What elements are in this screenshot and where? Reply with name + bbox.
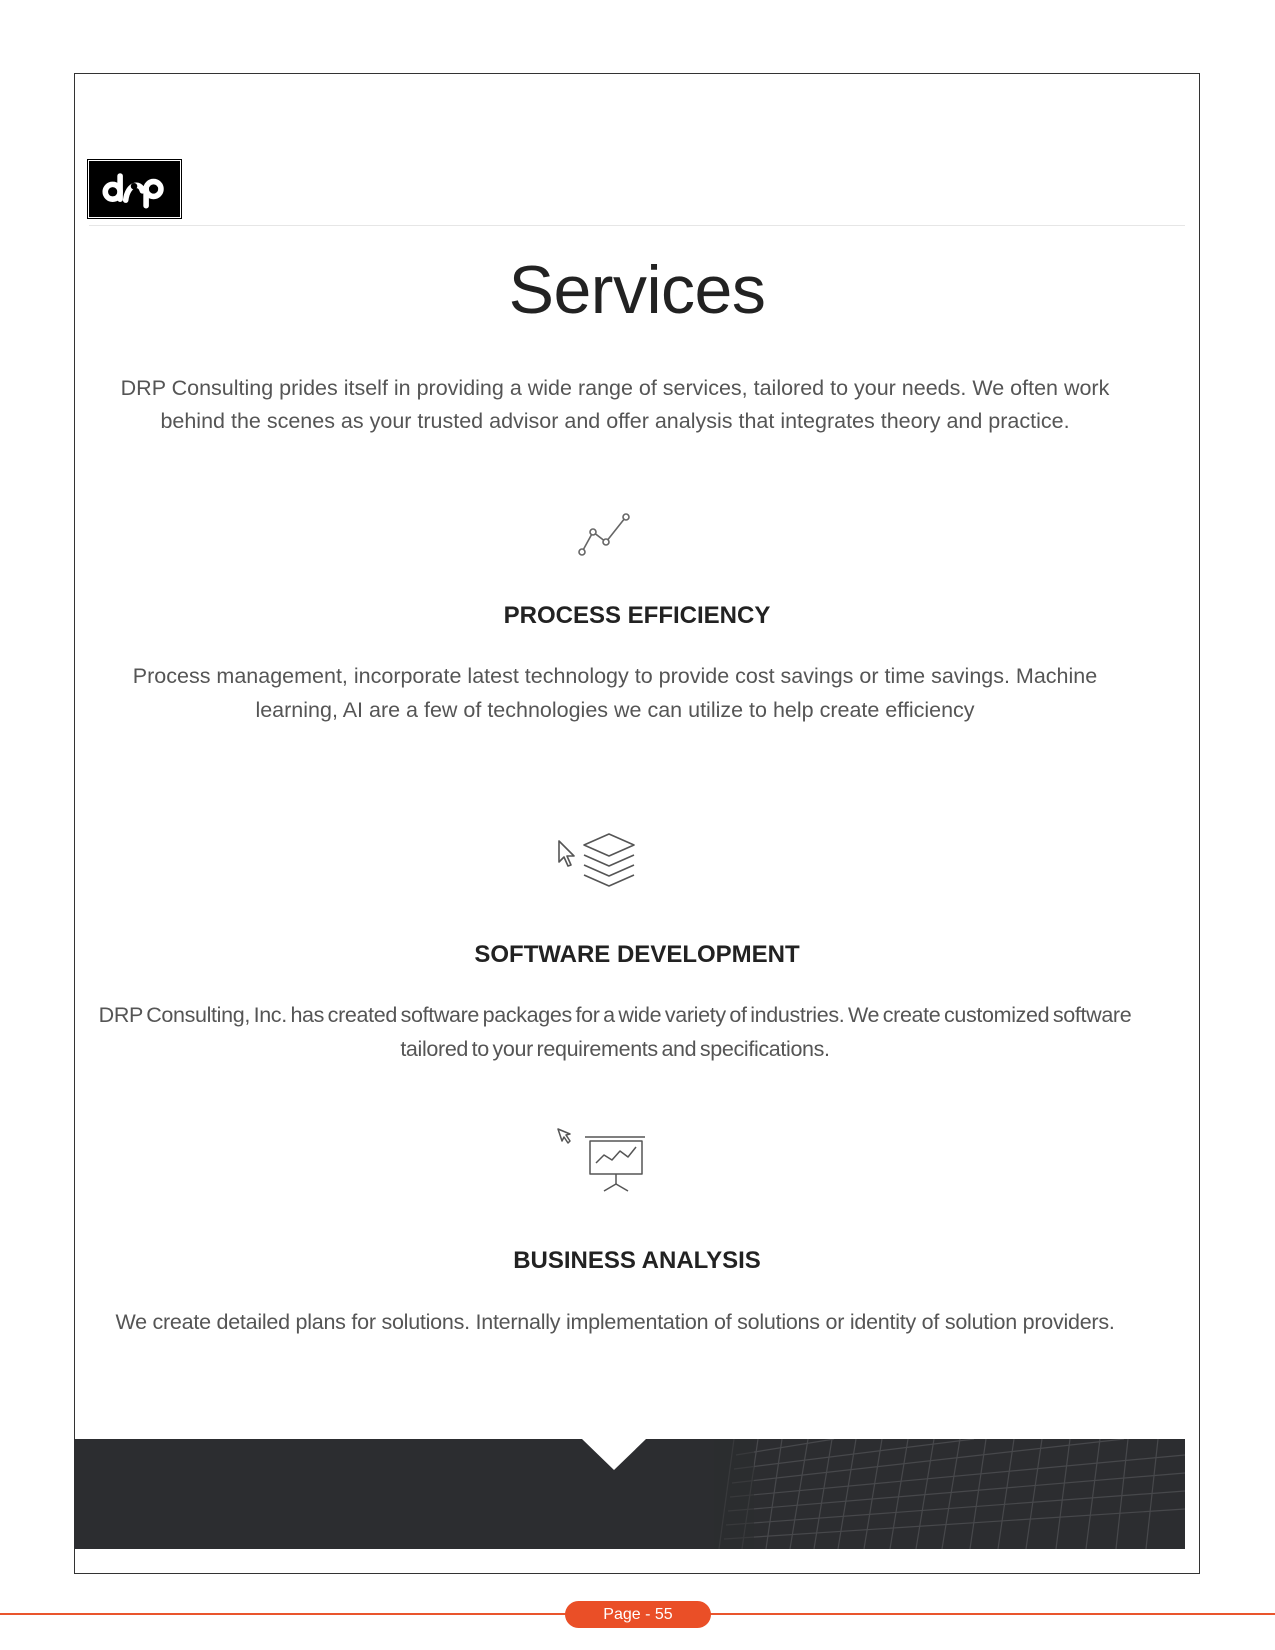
service-text-business-analysis: We create detailed plans for solutions. Internally implementation of solutions or identity of solution providers. [115, 1310, 1115, 1334]
header-divider [89, 225, 1185, 226]
page-title: Services [508, 252, 766, 328]
intro-paragraph: DRP Consulting prides itself in providing a wide range of services, tailored to your needs. We often work behind the scenes as your trusted advisor and offer analysis that integrates theory and practice. [120, 376, 1110, 433]
service-heading-process-efficiency: PROCESS EFFICIENCY [503, 602, 771, 629]
drp-logo [89, 161, 180, 217]
page-number-badge: Page - 55 [565, 1601, 711, 1628]
drp-logo-icon [91, 163, 178, 215]
layers-icon [557, 829, 639, 889]
footer-image-band [74, 1439, 1185, 1549]
line-chart-icon [577, 513, 632, 558]
presentation-board-icon [552, 1127, 652, 1195]
service-text-software-development: DRP Consulting, Inc. has created software packages for a wide variety of industries. We create customized software tailored to your requirements and specifications. [98, 1003, 1132, 1061]
service-heading-business-analysis: BUSINESS ANALYSIS [513, 1247, 761, 1274]
service-text-process-efficiency: Process management, incorporate latest technology to provide cost savings or time savings. Machine learning, AI are a few of technologies we can utilize to help create efficiency [132, 664, 1098, 722]
service-heading-software-development: SOFTWARE DEVELOPMENT [474, 941, 800, 968]
